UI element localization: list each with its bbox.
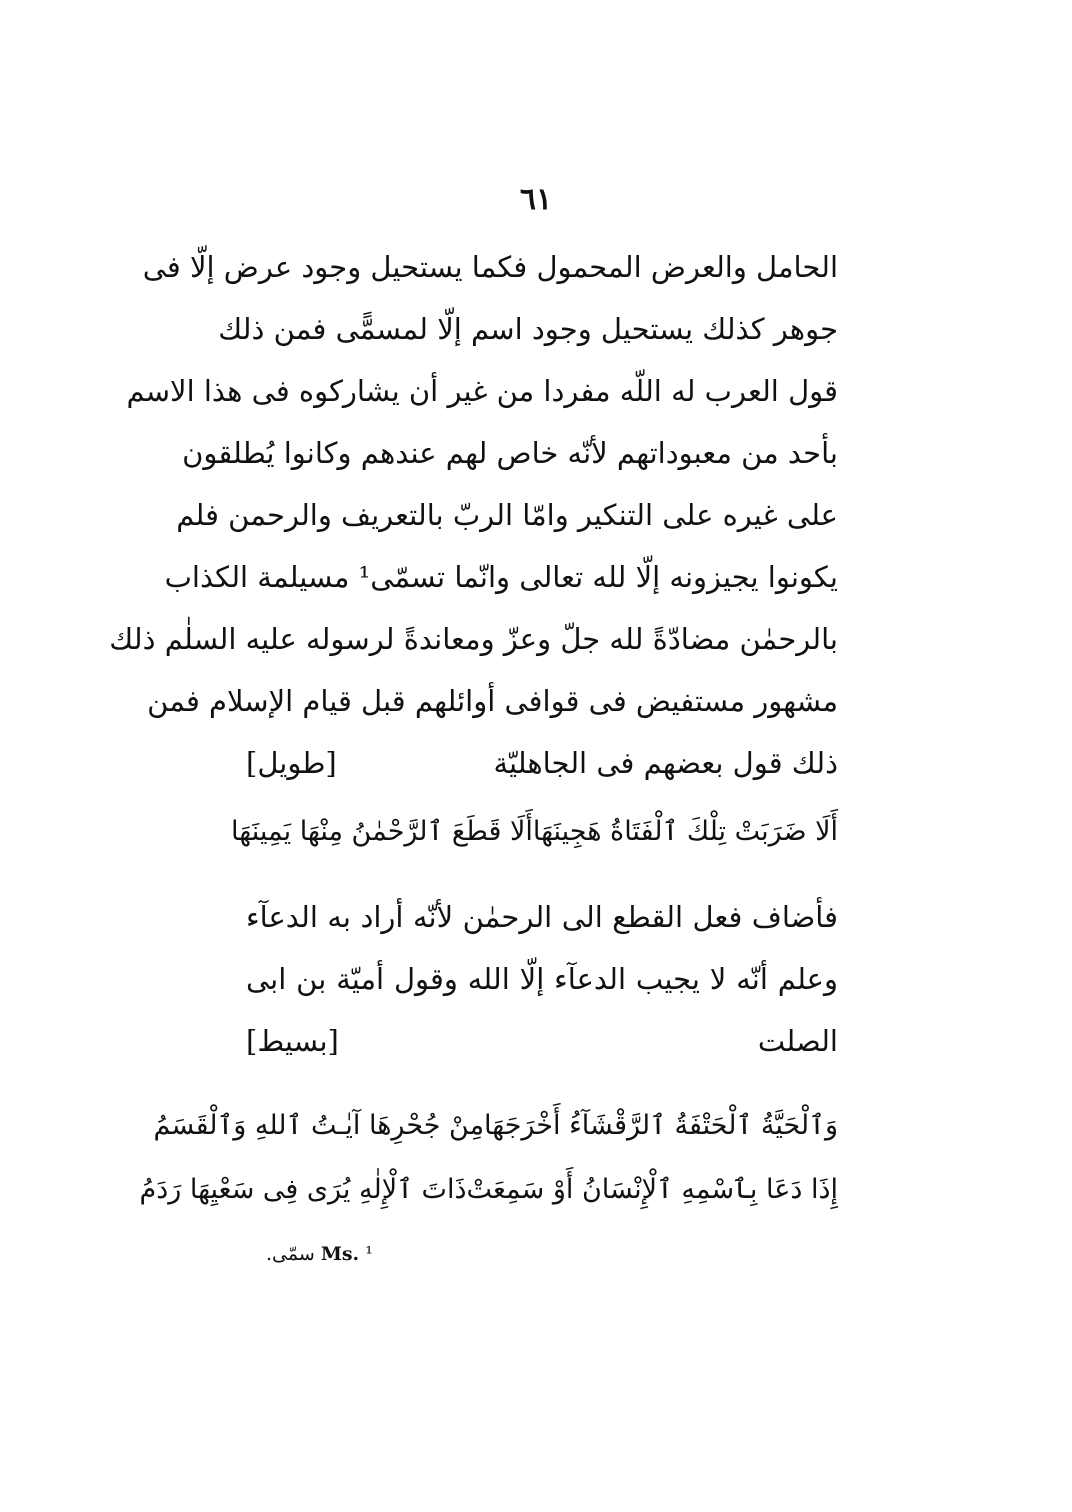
page-number: ٦١: [519, 182, 553, 217]
footnote-source: Ms.: [320, 1243, 360, 1265]
second-hemistich: ذَاتَ ٱلْإِلٰهِ يُرَى فِى سَعْيِهَا رَدَمُ: [139, 1174, 467, 1205]
first-hemistich: إِذَا دَعَا بِٱسْمِهِ ٱلْإِنْسَانُ أَوْ سَمِعَتْ: [466, 1174, 838, 1205]
first-hemistich: أَلَا ضَرَبَتْ تِلْكَ ٱلْفَتَاةُ هَجِينَهَا: [532, 816, 838, 847]
text-line: يكونوا يجيزونه إلّا لله تعالى وانّما تسمّى¹ مسيلمة الكذاب: [164, 560, 838, 594]
second-hemistich: مِنْ جُحْرِهَا آيٰـتُ ٱللهِ وَٱلْقَسَمُ: [153, 1110, 485, 1141]
text-line: مشهور مستفيض فى قوافى أوائلهم قبل قيام الإسلام فمن: [147, 684, 838, 718]
text-line: قول العرب له اللّه مفردا من غير أن يشاركوه فى هذا الاسم: [126, 374, 838, 408]
verse-intro-line: [246, 732, 838, 794]
verse-line: [139, 1158, 838, 1222]
footnote-text: سمّى.: [266, 1243, 315, 1265]
footnote: [266, 1240, 373, 1268]
text-line: وعلم أنّه لا يجيب الدعآء إلّا الله وقول أميّة بن ابى: [246, 962, 838, 996]
verse-block-2: [139, 1094, 838, 1222]
verse-line: [153, 1094, 838, 1158]
text-line: جوهر كذلك يستحيل وجود اسم إلّا لمسمًّى فمن ذلك: [218, 312, 838, 346]
verse-block-1: [231, 800, 838, 864]
text-line: بالرحمٰن مضادّةً لله جلّ وعزّ ومعاندةً لرسوله عليه السلٰم ذلك: [109, 622, 838, 656]
paragraph-1: [109, 236, 838, 794]
verse-intro-text: ذلك قول بعضهم فى الجاهليّة: [493, 746, 838, 780]
text-line: بأحد من معبوداتهم لأنّه خاص لهم عندهم وكانوا يُطلقون: [182, 436, 838, 470]
verse-intro-text: الصلت: [757, 1024, 838, 1058]
verse-line: [231, 800, 838, 864]
text-line: الحامل والعرض المحمول فكما يستحيل وجود عرض إلّا فى: [142, 250, 838, 284]
verse-intro-line: [246, 1010, 838, 1072]
footnote-marker: ¹: [365, 1243, 373, 1265]
first-hemistich: وَٱلْحَيَّةُ ٱلْحَتْفَةُ ٱلرَّقْشَآءُ أَخْرَجَهَا: [484, 1110, 838, 1141]
second-hemistich: أَلَا قَطَعَ ٱلرَّحْمٰنُ مِنْهَا يَمِينَهَا: [231, 816, 533, 847]
meter-label: [بسيط]: [246, 1024, 339, 1058]
meter-label: [طويل]: [246, 746, 337, 780]
text-line: على غيره على التنكير وامّا الربّ بالتعريف والرحمن فلم: [176, 498, 838, 532]
text-line: فأضاف فعل القطع الى الرحمٰن لأنّه أراد به الدعآء: [246, 900, 838, 934]
paragraph-2: [246, 886, 838, 1072]
